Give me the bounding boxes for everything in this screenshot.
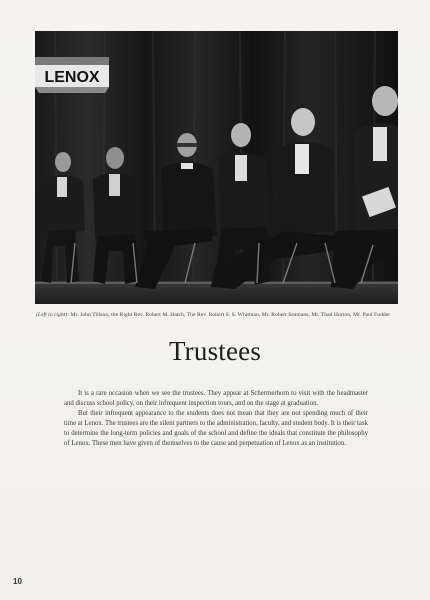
trustees-photo (35, 31, 398, 304)
lenox-banner (35, 57, 109, 93)
paragraph-1: It is a rare occasion when we see the trustees. They appear at Schermerhorn to visit with the headmaster and discuss school policy, on their infrequent inspection tours, and on the stage at graduation. (64, 390, 368, 407)
caption-lead: (Left to right): (36, 312, 70, 318)
caption-names: Mr. John Tillson, the Right Rev. Robert M. Hatch, The Rev. Robert S. S. Whitman, Mr. Robert Seamans, Mr. Thad Horton, Mr. Paul Fodder (69, 312, 391, 318)
body-text (64, 389, 368, 448)
photo-caption (36, 312, 398, 319)
paragraph-2: But their infrequent appearance to the students does not mean that they are not spending much of their time at Lenox. The trustees are the silent partners to the administration, faculty, and student body. It is their task to determine the long-term policies and goals of the school and define the ideals that constitute the philosophy of Lenox. These men have given of themselves to the cause and perpetuation of Lenox as an institution. (64, 409, 368, 447)
banner-text: LENOX (44, 69, 100, 86)
page-title: Trustees (168, 336, 262, 366)
page-number: 10 (13, 577, 22, 586)
